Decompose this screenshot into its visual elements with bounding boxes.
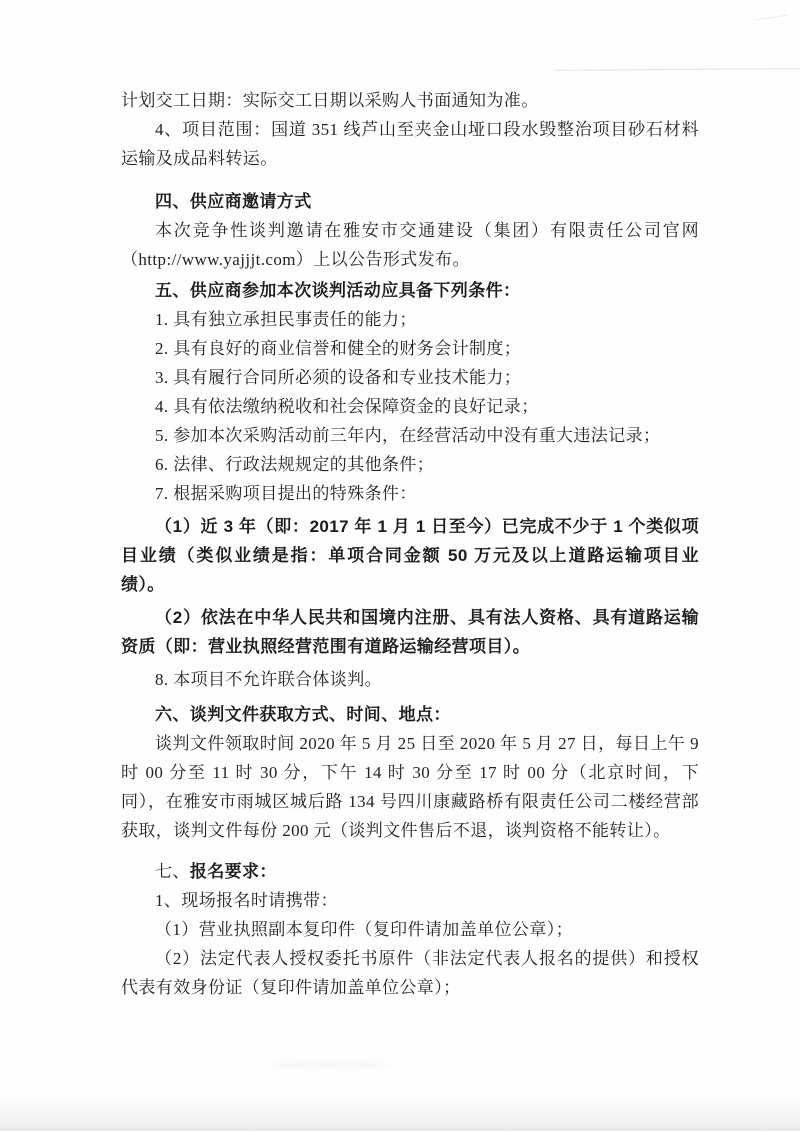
special-condition-2: （2）依法在中华人民共和国境内注册、具有法人资格、具有道路运输资质（即：营业执照经营范围有道路运输经营项目）。 — [121, 608, 699, 656]
condition-item-1: 1. 具有独立承担民事责任的能力； — [155, 310, 417, 329]
condition-item-6: 6. 法律、行政法规规定的其他条件； — [155, 455, 435, 474]
registration-item-1: 1、现场报名时请携带： — [155, 891, 338, 910]
condition-item-8: 8. 本项目不允许联合体谈判。 — [155, 670, 382, 689]
document-body — [121, 86, 699, 1002]
scan-artifact-corner — [754, 15, 788, 21]
section-heading-7-registration-requirements — [121, 857, 699, 886]
scan-shadow-bottom — [0, 1097, 800, 1131]
registration-subitem-2: （2）法定代表人授权委托书原件（非法定代表人报名的提供）和授权代表有效身份证（复印件请加盖单位公章）； — [121, 949, 699, 997]
paragraph-announcement-website: 本次竞争性谈判邀请在雅安市交通建设（集团）有限责任公司官网（http://www.yajjjt.com）上以公告形式发布。 — [121, 221, 699, 269]
registration-subitem-1: （1）营业执照副本复印件（复印件请加盖单位公章）； — [155, 920, 573, 939]
special-condition-1: （1）近 3 年（即：2017 年 1 月 1 日至今）已完成不少于 1 个类似项目业绩（类似业绩是指：单项合同金额 50 万元及以上道路运输项目业绩）。 — [121, 517, 699, 594]
paragraph-document-acquisition-details: 谈判文件领取时间 2020 年 5 月 25 日至 2020 年 5 月 27 日，每日上午 9 时 00 分至 11 时 30 分，下午 14 时 30 分至 17 时 00 分（北京时间，下同），在雅安市雨城区城后路 134 号四川康藏路桥有限责任公司二楼经营部获取，谈判文件每份 200 元（谈判文件售后不退，谈判资格不能转让）。 — [121, 734, 699, 840]
section-heading-6-document-acquisition: 六、谈判文件获取方式、时间、地点： — [155, 705, 451, 724]
condition-item-4: 4. 具有依法缴纳税收和社会保障资金的良好记录； — [155, 397, 539, 416]
section-heading-4-supplier-invitation: 四、供应商邀请方式 — [155, 192, 312, 211]
condition-item-7: 7. 根据采购项目提出的特殊条件： — [155, 484, 417, 503]
condition-item-3: 3. 具有履行合同所必须的设备和专业技术能力； — [155, 368, 522, 387]
section-title: 报名要求： — [189, 862, 277, 881]
condition-item-2: 2. 具有良好的商业信誉和健全的财务会计制度； — [155, 339, 522, 358]
paragraph-plan-completion-date: 计划交工日期：实际交工日期以采购人书面通知为准。 — [121, 91, 539, 110]
scan-artifact-line — [555, 68, 800, 71]
condition-item-5: 5. 参加本次采购活动前三年内，在经营活动中没有重大违法记录； — [155, 426, 661, 445]
scan-artifact-smudge — [270, 1061, 390, 1069]
section-heading-5-supplier-conditions: 五、供应商参加本次谈判活动应具备下列条件： — [155, 281, 521, 300]
paragraph-project-scope: 4、项目范围：国道 351 线芦山至夹金山垭口段水毁整治项目砂石材料运输及成品料转运。 — [121, 120, 699, 168]
section-number: 七、 — [155, 862, 190, 881]
